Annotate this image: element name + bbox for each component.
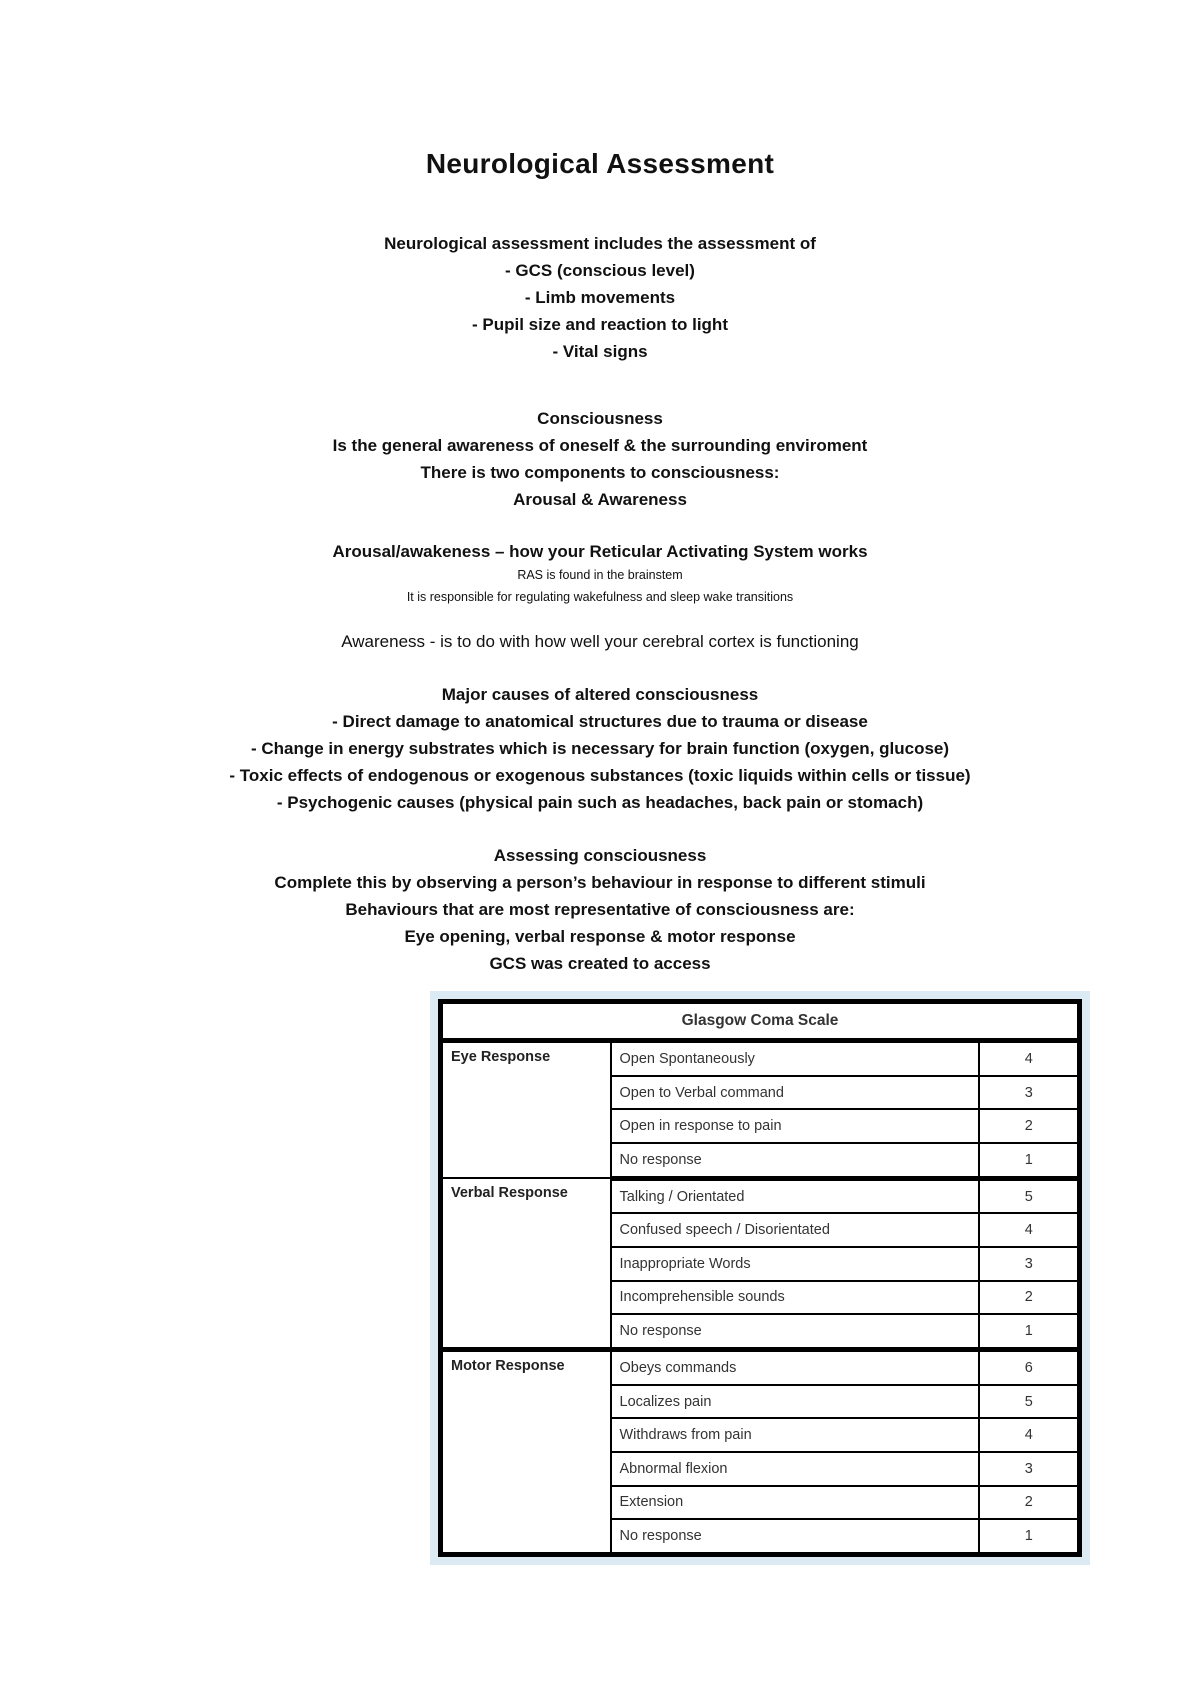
causes-section <box>0 681 1200 816</box>
gcs-category: Verbal Response <box>441 1178 611 1349</box>
assessing-line: GCS was created to access <box>489 954 711 973</box>
gcs-response: Talking / Orientated <box>611 1178 980 1213</box>
table-row <box>441 1178 1080 1213</box>
gcs-response: Extension <box>611 1486 980 1520</box>
intro-section <box>0 230 1200 365</box>
gcs-response: Open Spontaneously <box>611 1041 980 1076</box>
assessing-line: Behaviours that are most representative of consciousness are: <box>345 900 855 919</box>
intro-item: - Vital signs <box>552 342 648 361</box>
causes-item: - Toxic effects of endogenous or exogenous substances (toxic liquids within cells or tissue) <box>229 766 971 785</box>
causes-heading: Major causes of altered consciousness <box>441 685 759 704</box>
gcs-score: 2 <box>979 1281 1079 1315</box>
causes-item: - Direct damage to anatomical structures due to trauma or disease <box>332 712 868 731</box>
gcs-table-figure <box>430 991 1090 1565</box>
consciousness-heading: Consciousness <box>537 409 663 428</box>
causes-item: - Change in energy substrates which is necessary for brain function (oxygen, glucose) <box>250 739 950 758</box>
gcs-score: 6 <box>979 1349 1079 1384</box>
causes-item: - Psychogenic causes (physical pain such as headaches, back pain or stomach) <box>276 793 924 812</box>
gcs-score: 1 <box>979 1143 1079 1178</box>
arousal-section <box>0 538 1200 565</box>
table-row <box>441 1349 1080 1384</box>
consciousness-section <box>0 405 1200 513</box>
gcs-score: 4 <box>979 1041 1079 1076</box>
intro-item: - Pupil size and reaction to light <box>472 315 728 334</box>
gcs-response: Open to Verbal command <box>611 1076 980 1110</box>
gcs-response: Confused speech / Disorientated <box>611 1213 980 1247</box>
gcs-title-row <box>441 1002 1080 1041</box>
intro-heading: Neurological assessment includes the assessment of <box>384 234 816 253</box>
gcs-score: 1 <box>979 1519 1079 1554</box>
gcs-table <box>438 999 1082 1557</box>
gcs-category: Motor Response <box>441 1349 611 1554</box>
gcs-title: Glasgow Coma Scale <box>441 1002 1080 1041</box>
gcs-score: 5 <box>979 1178 1079 1213</box>
gcs-response: Open in response to pain <box>611 1109 980 1143</box>
assessing-section <box>0 842 1200 977</box>
gcs-response: Inappropriate Words <box>611 1247 980 1281</box>
intro-item: - GCS (conscious level) <box>505 261 695 280</box>
gcs-score: 1 <box>979 1314 1079 1349</box>
intro-item: - Limb movements <box>524 288 676 307</box>
page-title: Neurological Assessment <box>425 148 775 179</box>
gcs-category: Eye Response <box>441 1041 611 1179</box>
consciousness-line: Arousal & Awareness <box>513 490 687 509</box>
gcs-response: No response <box>611 1519 980 1554</box>
gcs-score: 4 <box>979 1418 1079 1452</box>
consciousness-line: There is two components to consciousness: <box>420 463 780 482</box>
gcs-response: Abnormal flexion <box>611 1452 980 1486</box>
gcs-score: 4 <box>979 1213 1079 1247</box>
table-row <box>441 1041 1080 1076</box>
arousal-heading: Arousal/awakeness – how your Reticular Activating System works <box>332 542 868 561</box>
awareness-line: Awareness - is to do with how well your cerebral cortex is functioning <box>341 632 859 651</box>
gcs-response: No response <box>611 1143 980 1178</box>
assessing-heading: Assessing consciousness <box>493 846 707 865</box>
gcs-score: 2 <box>979 1109 1079 1143</box>
gcs-score: 3 <box>979 1452 1079 1486</box>
consciousness-line: Is the general awareness of oneself & the surrounding enviroment <box>332 436 868 455</box>
assessing-line: Complete this by observing a person’s behaviour in response to different stimuli <box>274 873 926 892</box>
awareness-section <box>0 628 1200 655</box>
gcs-score: 5 <box>979 1385 1079 1419</box>
gcs-response: Withdraws from pain <box>611 1418 980 1452</box>
gcs-response: Incomprehensible sounds <box>611 1281 980 1315</box>
gcs-score: 2 <box>979 1486 1079 1520</box>
gcs-score: 3 <box>979 1247 1079 1281</box>
arousal-line: RAS is found in the brainstem <box>517 568 683 582</box>
gcs-response: Obeys commands <box>611 1349 980 1384</box>
arousal-details <box>0 564 1200 608</box>
gcs-response: Localizes pain <box>611 1385 980 1419</box>
assessing-line: Eye opening, verbal response & motor response <box>404 927 796 946</box>
gcs-response: No response <box>611 1314 980 1349</box>
arousal-line: It is responsible for regulating wakefulness and sleep wake transitions <box>406 590 794 604</box>
gcs-score: 3 <box>979 1076 1079 1110</box>
